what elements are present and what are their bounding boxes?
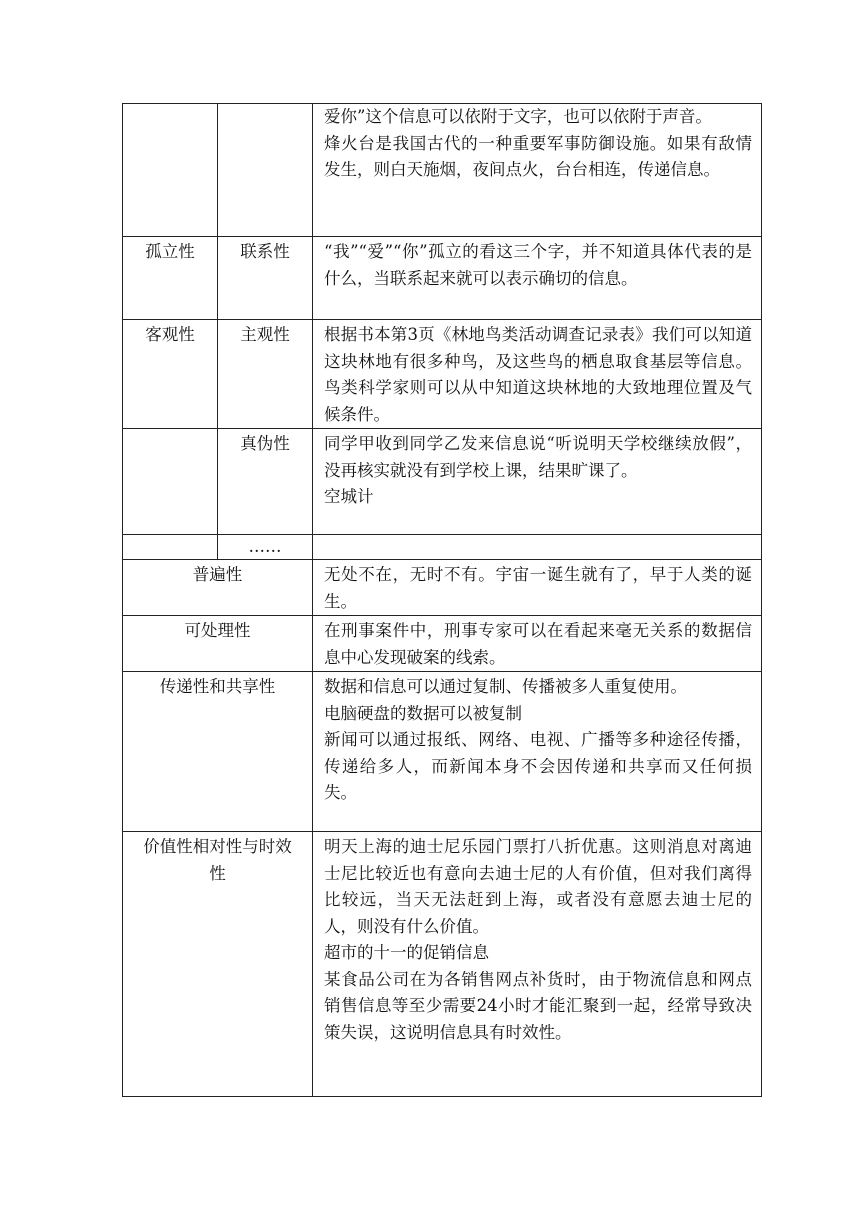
row-label-merged: 价值性相对性与时效性: [123, 832, 313, 1097]
ellipsis-label: ……: [218, 535, 313, 560]
cell-paragraph: 根据书本第3页《林地鸟类活动调查记录表》我们可以知道这块林地有很多种鸟，及这些鸟的栖息取食基层等信息。鸟类科学家则可以从中知道这块林地的大致地理位置及气候条件。: [324, 325, 752, 424]
table-cell-content: [313, 320, 762, 429]
cell-paragraph: 新闻可以通过报纸、网络、电视、广播等多种途径传播，传递给多人，而新闻本身不会因传递和共享而又任何损失。: [324, 730, 752, 802]
table-cell-content: [313, 672, 762, 832]
row-label-right: 主观性: [218, 320, 313, 429]
table-row: [123, 535, 762, 560]
characteristics-table: [122, 103, 762, 1097]
cell-paragraph: 数据和信息可以通过复制、传播被多人重复使用。: [324, 677, 687, 696]
table-cell: [218, 104, 313, 237]
row-label-right: 真伪性: [218, 429, 313, 535]
cell-paragraph: 电脑硬盘的数据可以被复制: [324, 703, 522, 723]
table-row: [123, 429, 762, 535]
row-label-left: 客观性: [123, 320, 218, 429]
cell-paragraph: “我”“爱”“你”孤立的看这三个字，并不知道具体代表的是什么，当联系起来就可以表示确切的信息。: [324, 242, 752, 288]
table-cell-content: [313, 616, 762, 672]
table-row: [123, 320, 762, 429]
row-label-merged: 普遍性: [123, 560, 313, 616]
cell-paragraph: 明天上海的迪士尼乐园门票打八折优惠。这则消息对离迪士尼比较近也有意向去迪士尼的人有价值，但对我们离得比较远，当天无法赶到上海，或者没有意愿去迪士尼的人，则没有什么价值。: [324, 837, 752, 936]
cell-paragraph: 同学甲收到同学乙发来信息说“听说明天学校继续放假”，没再核实就没有到学校上课，结果旷课了。: [324, 434, 752, 480]
row-label-left: [123, 429, 218, 535]
table-cell-content: [313, 832, 762, 1097]
cell-paragraph: 某食品公司在为各销售网点补货时，由于物流信息和网点销售信息等至少需要24小时才能汇聚到一起，经常导致决策失误，这说明信息具有时效性。: [324, 969, 752, 1042]
table-row: [123, 237, 762, 320]
table-cell-content: [313, 104, 762, 237]
row-label-merged: 可处理性: [123, 616, 313, 672]
table-cell-content: [313, 429, 762, 535]
table-row: [123, 104, 762, 237]
row-label-left: [123, 535, 218, 560]
row-label-right: 联系性: [218, 237, 313, 320]
table-cell-content: [313, 535, 762, 560]
cell-paragraph: 在刑事案件中，刑事专家可以在看起来毫无关系的数据信息中心发现破案的线索。: [324, 621, 752, 667]
table-cell-content: [313, 237, 762, 320]
cell-paragraph: 空城计: [324, 487, 374, 506]
cell-paragraph: 爱你”这个信息可以依附于文字，也可以依附于声音。: [324, 107, 712, 126]
cell-paragraph: 无处不在，无时不有。宇宙一诞生就有了，早于人类的诞生。: [324, 565, 752, 611]
cell-paragraph: 超市的十一的促销信息: [324, 943, 489, 962]
table-row: [123, 672, 762, 832]
table-row: [123, 560, 762, 616]
table-cell-content: [313, 560, 762, 616]
row-label-left: 孤立性: [123, 237, 218, 320]
table-cell: [123, 104, 218, 237]
table-row: [123, 832, 762, 1097]
cell-paragraph: 烽火台是我国古代的一种重要军事防御设施。如果有敌情发生，则白天施烟，夜间点火，台台相连，传递信息。: [324, 133, 752, 179]
table-row: [123, 616, 762, 672]
row-label-merged: 传递性和共享性: [123, 672, 313, 832]
